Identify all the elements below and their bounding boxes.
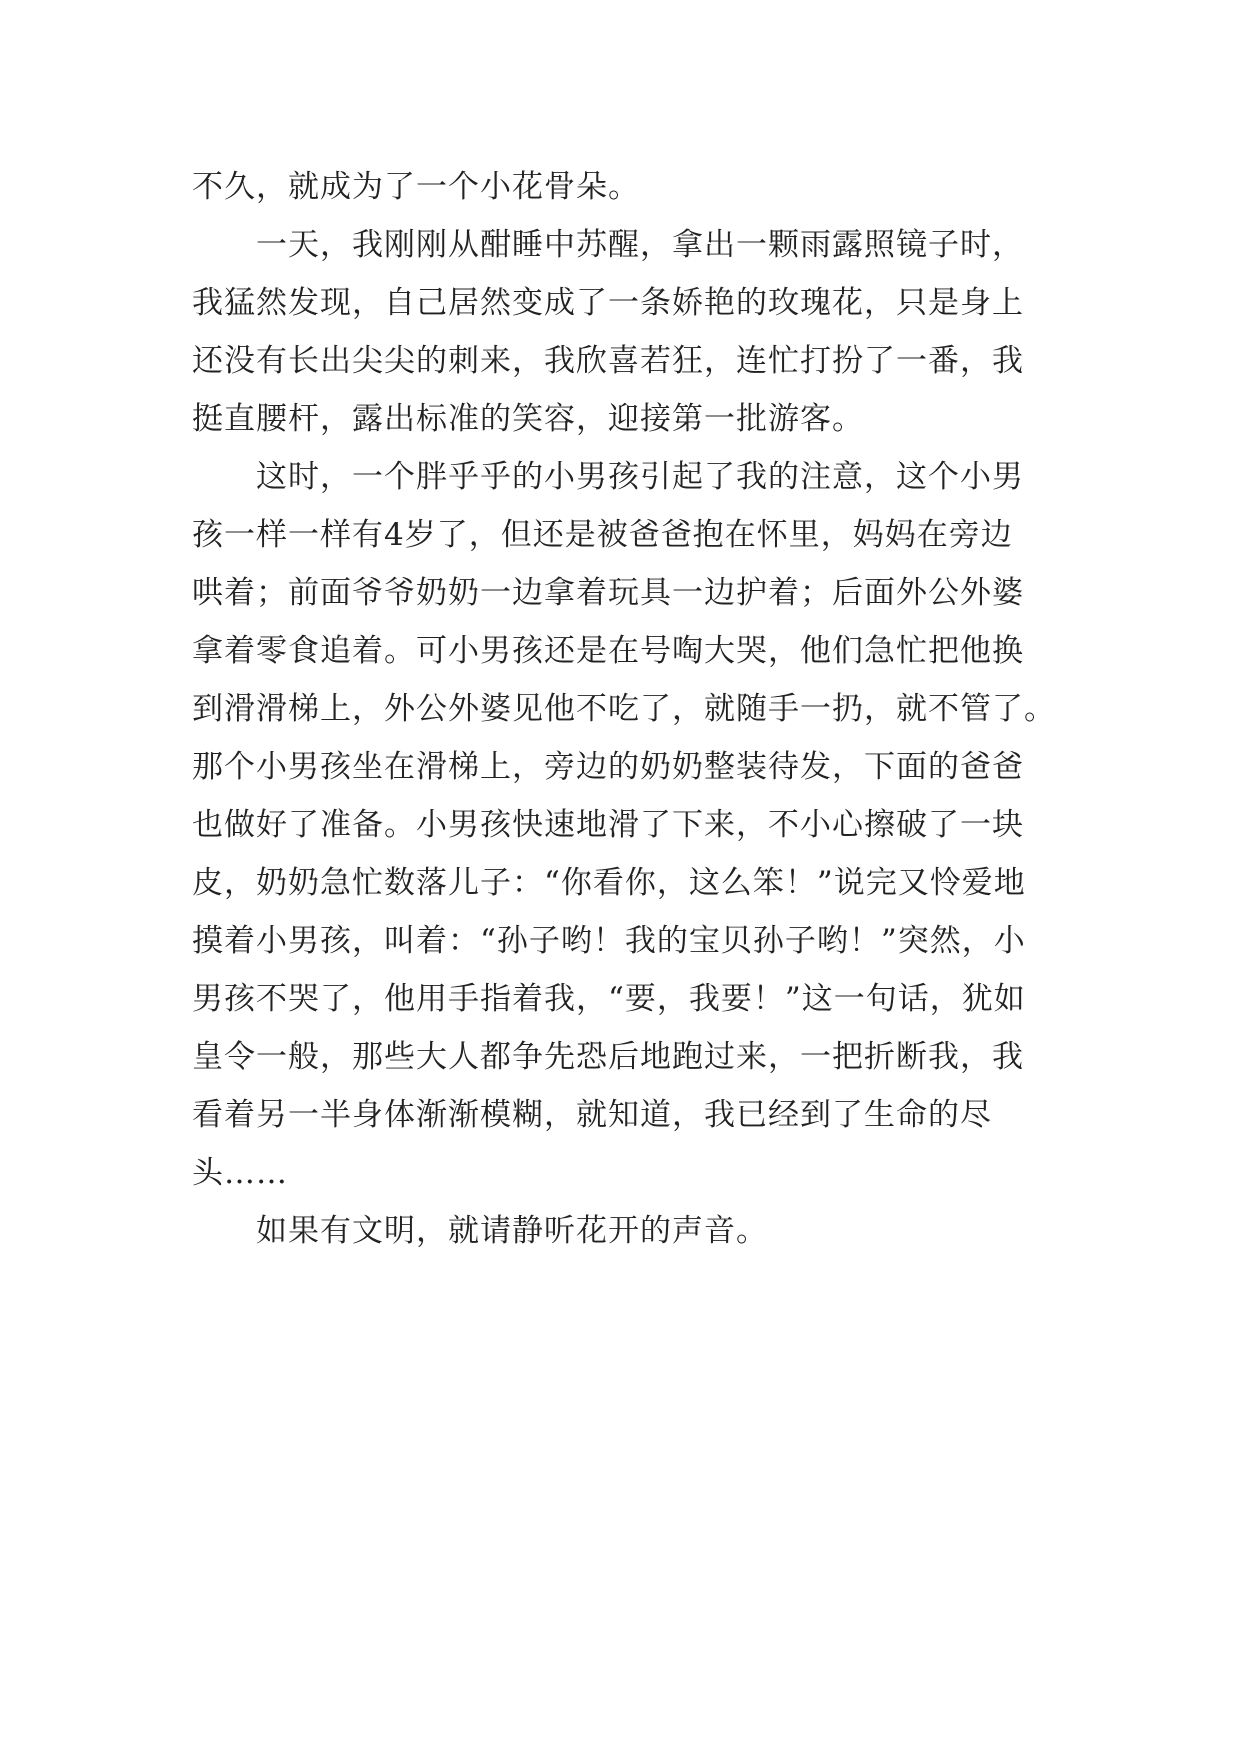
text-line: 这时，一个胖乎乎的小男孩引起了我的注意，这个小男: [256, 459, 1024, 495]
text-line: 看着另一半身体渐渐模糊，就知道，我已经到了生命的尽: [192, 1097, 992, 1133]
text-line: 皇令一般，那些大人都争先恐后地跑过来，一把折断我，我: [192, 1039, 1024, 1075]
text-line: 摸着小男孩，叫着：“孙子哟！我的宝贝孙子哟！”突然，小: [192, 923, 1026, 959]
text-line: 如果有文明，就请静听花开的声音。: [256, 1213, 768, 1249]
text-line: 皮，奶奶急忙数落儿子：“你看你，这么笨！”说完又怜爱地: [192, 865, 1026, 901]
text-line: 拿着零食追着。可小男孩还是在号啕大哭，他们急忙把他换: [192, 633, 1024, 669]
text-line: 挺直腰杆，露出标准的笑容，迎接第一批游客。: [192, 401, 864, 437]
text-line: 头……: [192, 1155, 288, 1191]
text-line: 还没有长出尖尖的刺来，我欣喜若狂，连忙打扮了一番，我: [192, 343, 1024, 379]
text-line: 哄着；前面爷爷奶奶一边拿着玩具一边护着；后面外公外婆: [192, 575, 1024, 611]
text-line: 到滑滑梯上，外公外婆见他不吃了，就随手一扔，就不管了。: [192, 691, 1056, 727]
text-line: 也做好了准备。小男孩快速地滑了下来，不小心擦破了一块: [192, 807, 1024, 843]
text-line: 男孩不哭了，他用手指着我，“要，我要！”这一句话，犹如: [192, 981, 1026, 1017]
text-line: 不久，就成为了一个小花骨朵。: [192, 169, 640, 205]
text-line: 孩一样一样有4岁了，但还是被爸爸抱在怀里，妈妈在旁边: [192, 517, 1013, 553]
text-line: 一天，我刚刚从酣睡中苏醒，拿出一颗雨露照镜子时，: [256, 227, 1024, 263]
text-line: 我猛然发现，自己居然变成了一条娇艳的玫瑰花，只是身上: [192, 285, 1024, 321]
text-line: 那个小男孩坐在滑梯上，旁边的奶奶整装待发，下面的爸爸: [192, 749, 1024, 785]
